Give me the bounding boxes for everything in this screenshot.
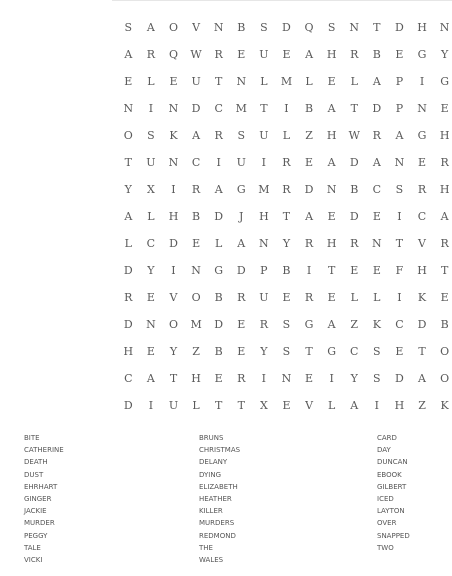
grid-letter[interactable]: I [397, 210, 402, 223]
grid-letter[interactable]: I [261, 372, 267, 385]
grid-letter[interactable]: G [417, 48, 427, 61]
grid-letter[interactable]: D [214, 210, 224, 223]
grid-letter[interactable]: T [260, 102, 268, 115]
grid-row [117, 68, 452, 95]
grid-letter[interactable]: T [350, 102, 358, 115]
grid-letter[interactable]: U [146, 156, 156, 169]
grid-letter[interactable]: T [215, 399, 223, 412]
grid-letter[interactable]: E [418, 156, 427, 169]
grid-letter[interactable]: A [124, 210, 133, 223]
grid-letter[interactable]: E [305, 156, 314, 169]
word-list-item: GINGER [24, 494, 52, 503]
grid-letter[interactable]: E [282, 399, 291, 412]
grid-letter[interactable]: O [123, 129, 133, 142]
grid-letter[interactable]: N [236, 75, 247, 88]
grid-letter[interactable]: E [214, 372, 223, 385]
grid-letter[interactable]: Z [418, 399, 426, 412]
grid-letter[interactable]: D [395, 372, 404, 385]
grid-letter[interactable]: I [284, 102, 289, 115]
grid-letter[interactable]: Y [147, 264, 155, 277]
grid-letter[interactable]: E [440, 291, 449, 304]
grid-letter[interactable]: D [169, 237, 178, 250]
grid-letter[interactable]: G [214, 264, 224, 277]
grid-letter[interactable]: M [235, 102, 247, 115]
word-list-item: TALE [24, 543, 41, 552]
grid-letter[interactable]: I [306, 264, 312, 277]
grid-letter[interactable]: D [123, 264, 133, 277]
grid-letter[interactable]: T [237, 399, 245, 412]
grid-letter[interactable]: D [123, 318, 133, 331]
grid-letter[interactable]: U [236, 156, 246, 169]
grid-letter[interactable]: E [237, 318, 246, 331]
grid-letter[interactable]: B [440, 318, 449, 331]
grid-letter[interactable]: G [417, 129, 427, 142]
grid-row [117, 122, 452, 149]
word-list-item: CHRISTMAS [199, 446, 241, 455]
grid-letter[interactable]: A [327, 156, 336, 169]
grid-letter[interactable]: R [237, 291, 246, 304]
grid-letter[interactable]: I [171, 264, 176, 277]
grid-letter[interactable]: L [147, 75, 155, 88]
grid-letter[interactable]: O [168, 21, 178, 34]
grid-letter[interactable]: A [372, 156, 381, 169]
grid-letter[interactable]: H [259, 210, 269, 223]
grid-letter[interactable]: R [350, 237, 359, 250]
grid-row [117, 203, 452, 230]
grid-letter[interactable]: N [439, 21, 450, 34]
grid-letter[interactable]: O [440, 372, 450, 385]
grid-row [117, 41, 452, 68]
grid-letter[interactable]: C [214, 102, 223, 115]
grid-letter[interactable]: A [350, 399, 359, 412]
grid-letter[interactable]: T [440, 264, 449, 277]
grid-letter[interactable]: D [395, 21, 404, 34]
word-list-item: JACKIE [24, 507, 47, 516]
grid-letter[interactable]: L [215, 237, 223, 250]
grid-letter[interactable]: D [349, 156, 359, 169]
grid-letter[interactable]: T [305, 345, 313, 358]
grid-letter[interactable]: S [373, 372, 381, 385]
word-list-item: CARD [377, 434, 397, 442]
grid-letter[interactable]: A [214, 183, 223, 196]
grid-letter[interactable]: V [305, 399, 314, 412]
grid-row [117, 284, 452, 311]
grid-letter[interactable]: L [260, 75, 268, 88]
grid-letter[interactable]: N [372, 237, 382, 250]
grid-letter[interactable]: N [349, 21, 360, 34]
grid-letter[interactable]: S [237, 129, 246, 142]
grid-letter[interactable]: R [259, 318, 268, 331]
grid-letter[interactable]: E [440, 102, 449, 115]
grid-letter[interactable]: A [395, 129, 404, 142]
grid-letter[interactable]: Z [350, 318, 359, 331]
grid-letter[interactable]: N [394, 156, 405, 169]
word-list-item: HEATHER [199, 494, 232, 503]
grid-letter[interactable]: B [214, 345, 223, 358]
grid-letter[interactable]: K [417, 291, 427, 304]
grid-letter[interactable]: M [190, 318, 202, 331]
word-list-item: EHRHART [24, 482, 58, 491]
grid-letter[interactable]: A [440, 210, 449, 223]
top-divider [112, 0, 452, 1]
grid-letter[interactable]: V [418, 237, 426, 250]
grid-letter[interactable]: E [237, 345, 246, 358]
grid-letter[interactable]: Z [192, 345, 200, 358]
grid-letter[interactable]: N [191, 264, 201, 277]
grid-letter[interactable]: T [395, 237, 404, 250]
word-column-1 [24, 432, 64, 566]
grid-letter[interactable]: H [168, 210, 179, 223]
grid-letter[interactable]: A [305, 48, 314, 61]
grid-letter[interactable]: A [327, 318, 336, 331]
word-list-item: DUST [24, 470, 44, 479]
grid-letter[interactable]: G [236, 183, 246, 196]
word-list-item: ICED [377, 494, 394, 503]
grid-letter[interactable]: C [372, 183, 382, 196]
grid-letter[interactable]: H [417, 21, 427, 34]
letter-grid [117, 14, 452, 419]
word-list-item: DELANY [199, 458, 228, 467]
grid-letter[interactable]: P [395, 75, 404, 88]
grid-letter[interactable]: H [326, 237, 337, 250]
grid-letter[interactable]: R [282, 156, 291, 169]
word-list-item: DAY [377, 446, 391, 455]
grid-letter[interactable]: X [259, 399, 268, 412]
word-list-item: WALES [199, 555, 224, 564]
grid-letter[interactable]: W [348, 129, 360, 142]
grid-letter[interactable]: R [417, 183, 427, 196]
grid-letter[interactable]: N [123, 102, 134, 115]
grid-letter[interactable]: T [418, 345, 426, 358]
grid-letter[interactable]: R [214, 129, 223, 142]
grid-letter[interactable]: V [192, 21, 201, 34]
grid-letter[interactable]: E [282, 291, 291, 304]
grid-letter[interactable]: D [304, 183, 314, 196]
grid-letter[interactable]: G [327, 345, 337, 358]
grid-letter[interactable]: H [439, 183, 450, 196]
grid-letter[interactable]: B [237, 21, 246, 34]
grid-letter[interactable]: H [326, 48, 337, 61]
grid-letter[interactable]: K [372, 318, 381, 331]
grid-row [117, 14, 452, 41]
grid-letter[interactable]: Q [304, 21, 314, 34]
grid-row [117, 230, 452, 257]
grid-letter[interactable]: I [148, 399, 154, 412]
word-list-item: EBOOK [377, 470, 402, 479]
grid-letter[interactable]: S [124, 21, 133, 34]
grid-letter[interactable]: P [395, 102, 404, 115]
grid-letter[interactable]: T [169, 372, 178, 385]
grid-letter[interactable]: L [373, 291, 381, 304]
grid-letter[interactable]: R [440, 237, 449, 250]
grid-letter[interactable]: D [123, 399, 133, 412]
grid-letter[interactable]: M [258, 183, 270, 196]
grid-letter[interactable]: T [282, 210, 291, 223]
word-list-item: GILBERT [377, 482, 407, 491]
grid-letter[interactable]: N [281, 372, 292, 385]
grid-letter[interactable]: N [168, 156, 179, 169]
grid-letter[interactable]: H [394, 399, 405, 412]
grid-letter[interactable]: G [440, 75, 449, 88]
grid-letter[interactable]: N [326, 183, 337, 196]
grid-letter[interactable]: N [168, 102, 179, 115]
grid-letter[interactable]: D [349, 210, 359, 223]
grid-letter[interactable]: E [146, 345, 155, 358]
word-list-item: DYING [199, 470, 222, 479]
grid-letter[interactable]: R [124, 291, 133, 304]
word-list-item: CATHERINE [24, 446, 64, 455]
grid-letter[interactable]: H [439, 129, 450, 142]
grid-letter[interactable]: J [239, 210, 244, 223]
grid-letter[interactable]: B [305, 102, 314, 115]
word-list-item: BRUNS [199, 434, 224, 442]
grid-letter[interactable]: S [373, 345, 381, 358]
grid-letter[interactable]: E [124, 75, 133, 88]
grid-letter[interactable]: E [327, 210, 336, 223]
grid-letter[interactable]: A [124, 48, 133, 61]
grid-letter[interactable]: M [280, 75, 293, 88]
grid-letter[interactable]: Y [440, 48, 449, 61]
grid-letter[interactable]: R [214, 48, 223, 61]
grid-letter[interactable]: U [168, 399, 179, 412]
grid-letter[interactable]: E [146, 291, 155, 304]
word-list-item: DUNCAN [377, 458, 408, 467]
grid-letter[interactable]: H [417, 264, 427, 277]
grid-letter[interactable]: Y [260, 345, 268, 358]
grid-letter[interactable]: E [237, 48, 246, 61]
grid-row [117, 149, 452, 176]
grid-letter[interactable]: S [282, 345, 291, 358]
grid-letter[interactable]: L [350, 291, 358, 304]
grid-letter[interactable]: D [214, 318, 224, 331]
grid-letter[interactable]: L [282, 129, 291, 142]
grid-letter[interactable]: E [395, 48, 404, 61]
grid-letter[interactable]: R [304, 237, 314, 250]
grid-letter[interactable]: X [146, 183, 155, 196]
grid-letter[interactable]: D [372, 102, 382, 115]
word-list-item: ELIZABETH [199, 482, 238, 491]
grid-letter[interactable]: Y [282, 237, 291, 250]
grid-letter[interactable]: R [372, 129, 381, 142]
grid-letter[interactable]: L [147, 210, 155, 223]
grid-letter[interactable]: N [213, 21, 224, 34]
word-list-item: BITE [24, 434, 40, 442]
word-column-2 [199, 432, 240, 566]
grid-letter[interactable]: R [191, 183, 201, 196]
grid-letter[interactable]: Q [168, 48, 178, 61]
grid-letter[interactable]: T [327, 264, 336, 277]
grid-letter[interactable]: B [372, 48, 381, 61]
grid-letter[interactable]: B [192, 210, 201, 223]
grid-letter[interactable]: E [372, 264, 381, 277]
grid-letter[interactable]: Z [305, 129, 313, 142]
grid-letter[interactable]: I [397, 291, 402, 304]
grid-letter[interactable]: I [374, 399, 379, 412]
grid-letter[interactable]: R [237, 372, 246, 385]
grid-letter[interactable]: A [146, 21, 155, 34]
grid-row [117, 257, 452, 284]
grid-letter[interactable]: Y [350, 372, 358, 385]
grid-letter[interactable]: Y [169, 345, 178, 358]
grid-letter[interactable]: N [259, 237, 269, 250]
grid-letter[interactable]: T [215, 75, 223, 88]
grid-letter[interactable]: O [191, 291, 201, 304]
grid-letter[interactable]: H [123, 345, 134, 358]
grid-letter[interactable]: D [236, 264, 246, 277]
grid-letter[interactable]: T [124, 156, 132, 169]
grid-letter[interactable]: A [372, 75, 381, 88]
grid-letter[interactable]: N [417, 102, 427, 115]
grid-letter[interactable]: I [148, 102, 154, 115]
word-list-item: DEATH [24, 458, 48, 467]
grid-row [117, 311, 452, 338]
grid-letter[interactable]: U [259, 48, 269, 61]
grid-letter[interactable]: T [373, 21, 381, 34]
grid-letter[interactable]: S [395, 183, 404, 196]
grid-letter[interactable]: I [171, 183, 176, 196]
grid-letter[interactable]: H [326, 129, 337, 142]
word-list-item: LAYTON [377, 507, 405, 516]
word-list-item: REDMOND [199, 531, 236, 540]
word-list-item: PEGGY [24, 531, 48, 540]
grid-letter[interactable]: A [418, 372, 426, 385]
grid-letter[interactable]: A [305, 210, 314, 223]
grid-letter[interactable]: B [282, 264, 291, 277]
grid-letter[interactable]: P [260, 264, 268, 277]
grid-letter[interactable]: S [260, 21, 268, 34]
grid-letter[interactable]: E [282, 48, 291, 61]
grid-letter[interactable]: L [192, 399, 200, 412]
grid-letter[interactable]: U [191, 75, 201, 88]
grid-letter[interactable]: C [146, 237, 156, 250]
grid-letter[interactable]: E [192, 237, 201, 250]
grid-row [117, 338, 452, 365]
grid-letter[interactable]: S [147, 129, 155, 142]
grid-letter[interactable]: E [350, 264, 359, 277]
grid-letter[interactable]: O [440, 345, 450, 358]
grid-letter[interactable]: C [395, 318, 404, 331]
grid-row [117, 392, 452, 419]
word-list-item: VICKI [24, 555, 43, 564]
grid-letter[interactable]: L [327, 399, 336, 412]
grid-letter[interactable]: D [191, 102, 201, 115]
grid-letter[interactable]: U [259, 129, 269, 142]
grid-letter[interactable]: A [327, 102, 336, 115]
grid-letter[interactable]: E [327, 291, 336, 304]
grid-row [117, 95, 452, 122]
grid-letter[interactable]: N [146, 318, 156, 331]
grid-letter[interactable]: R [350, 48, 359, 61]
grid-letter[interactable]: U [259, 291, 269, 304]
grid-letter[interactable]: W [190, 48, 202, 61]
grid-letter[interactable]: K [169, 129, 178, 142]
word-list-item: OVER [377, 519, 397, 528]
grid-letter[interactable]: C [350, 345, 359, 358]
grid-letter[interactable]: G [304, 318, 314, 331]
grid-letter[interactable]: A [192, 129, 201, 142]
grid-letter[interactable]: R [304, 291, 314, 304]
grid-letter[interactable]: L [350, 75, 358, 88]
grid-letter[interactable]: C [124, 372, 133, 385]
grid-letter[interactable]: B [350, 183, 359, 196]
grid-row [117, 176, 452, 203]
grid-letter[interactable]: L [305, 75, 313, 88]
grid-letter[interactable]: E [327, 75, 336, 88]
grid-letter[interactable]: E [372, 210, 381, 223]
grid-letter[interactable]: V [169, 291, 178, 304]
grid-letter[interactable]: E [305, 372, 314, 385]
word-column-3 [377, 432, 410, 554]
grid-letter[interactable]: B [214, 291, 223, 304]
grid-letter[interactable]: H [191, 372, 201, 385]
grid-letter[interactable]: I [419, 75, 425, 88]
word-list-item: SNAPPED [377, 531, 410, 540]
grid-letter[interactable]: R [282, 183, 291, 196]
grid-letter[interactable]: E [395, 345, 404, 358]
grid-row [117, 365, 452, 392]
grid-letter[interactable]: O [168, 318, 178, 331]
grid-letter[interactable]: I [261, 156, 267, 169]
grid-letter[interactable]: I [216, 156, 221, 169]
word-list-item: KILLER [199, 507, 223, 516]
grid-letter[interactable]: D [417, 318, 427, 331]
grid-letter[interactable]: C [417, 210, 427, 223]
grid-letter[interactable]: C [191, 156, 201, 169]
grid-letter[interactable]: K [440, 399, 449, 412]
grid-letter[interactable]: A [146, 372, 155, 385]
grid-letter[interactable]: R [440, 156, 449, 169]
grid-letter[interactable]: S [327, 21, 336, 34]
grid-letter[interactable]: I [329, 372, 334, 385]
word-list-item: TWO [377, 543, 394, 552]
grid-letter[interactable]: Y [124, 183, 132, 196]
word-list-item: THE [199, 543, 213, 552]
word-list-item: MURDERS [199, 519, 235, 528]
grid-letter[interactable]: S [282, 318, 291, 331]
grid-letter[interactable]: L [124, 237, 132, 250]
word-list-item: MURDER [24, 519, 55, 528]
grid-letter[interactable]: D [282, 21, 291, 34]
grid-letter[interactable]: A [237, 237, 246, 250]
grid-letter[interactable]: R [146, 48, 156, 61]
grid-letter[interactable]: E [169, 75, 178, 88]
grid-letter[interactable]: F [395, 264, 404, 277]
